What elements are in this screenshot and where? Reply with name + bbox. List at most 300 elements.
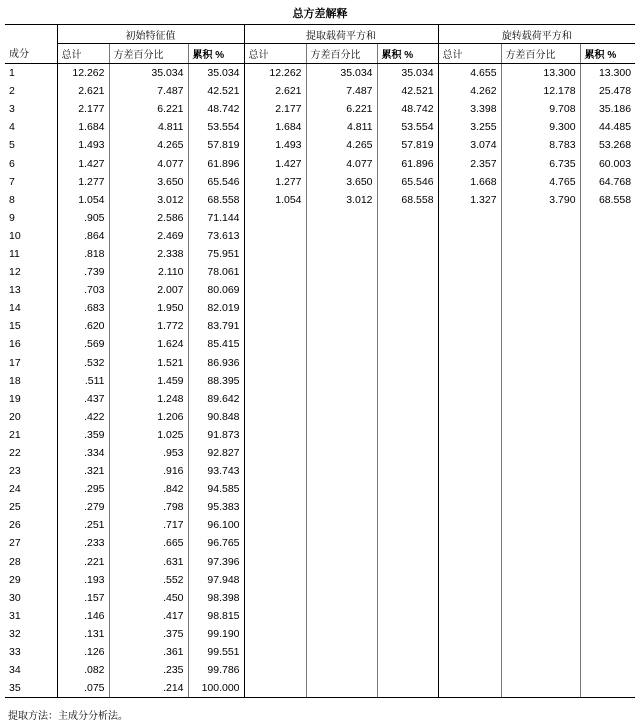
rotation-total-cell — [438, 317, 501, 335]
extraction-variance-pct-cell — [306, 299, 377, 317]
rotation-variance-pct-cell: 9.300 — [501, 118, 580, 136]
table-row — [5, 571, 635, 589]
rotation-total-cell — [438, 372, 501, 390]
extraction-total-cell — [244, 643, 306, 661]
initial-variance-pct-cell: 1.248 — [109, 390, 188, 408]
extraction-cumulative-pct-cell — [377, 679, 438, 698]
rotation-variance-pct-cell — [501, 661, 580, 679]
rotation-total-cell — [438, 263, 501, 281]
initial-variance-pct-cell: 2.469 — [109, 227, 188, 245]
initial-total-cell: .703 — [57, 281, 109, 299]
rotation-variance-pct-cell — [501, 372, 580, 390]
extraction-total-cell — [244, 571, 306, 589]
extraction-cumulative-pct-cell — [377, 245, 438, 263]
extraction-cumulative-pct-cell: 35.034 — [377, 64, 438, 83]
extraction-total-cell: 1.493 — [244, 136, 306, 154]
extraction-cumulative-pct-cell: 61.896 — [377, 154, 438, 172]
rotation-total-cell — [438, 516, 501, 534]
initial-cumulative-pct-cell: 65.546 — [188, 173, 244, 191]
initial-total-cell: 12.262 — [57, 64, 109, 83]
rotation-variance-pct-cell — [501, 607, 580, 625]
rotation-total-cell: 1.668 — [438, 173, 501, 191]
initial-cumulative-pct-cell: 82.019 — [188, 299, 244, 317]
rotation-total-cell — [438, 661, 501, 679]
header-variance-pct: 方差百分比 — [109, 44, 188, 64]
table-row — [5, 390, 635, 408]
extraction-variance-pct-cell: 35.034 — [306, 64, 377, 83]
table-row — [5, 100, 635, 118]
extraction-total-cell — [244, 408, 306, 426]
extraction-variance-pct-cell — [306, 426, 377, 444]
rotation-variance-pct-cell: 9.708 — [501, 100, 580, 118]
initial-total-cell: .437 — [57, 390, 109, 408]
extraction-variance-pct-cell: 7.487 — [306, 82, 377, 100]
component-number: 26 — [9, 519, 21, 532]
rotation-variance-pct-cell — [501, 625, 580, 643]
table-row — [5, 354, 635, 372]
initial-variance-pct-cell: 1.950 — [109, 299, 188, 317]
header-cumulative-pct: 累积 % — [377, 44, 438, 64]
rotation-variance-pct-cell — [501, 571, 580, 589]
table-row — [5, 426, 635, 444]
extraction-variance-pct-cell — [306, 661, 377, 679]
rotation-cumulative-pct-cell — [580, 299, 635, 317]
initial-total-cell: .905 — [57, 209, 109, 227]
initial-cumulative-pct-cell: 88.395 — [188, 372, 244, 390]
component-number: 11 — [9, 247, 20, 260]
table-row — [5, 227, 635, 245]
rotation-cumulative-pct-cell: 35.186 — [580, 100, 635, 118]
table-row — [5, 82, 635, 100]
rotation-total-cell — [438, 281, 501, 299]
table-row — [5, 245, 635, 263]
initial-total-cell: .082 — [57, 661, 109, 679]
extraction-total-cell: 2.177 — [244, 100, 306, 118]
rotation-cumulative-pct-cell — [580, 317, 635, 335]
initial-cumulative-pct-cell: 94.585 — [188, 480, 244, 498]
extraction-total-cell — [244, 299, 306, 317]
component-number: 13 — [9, 284, 21, 297]
rotation-variance-pct-cell — [501, 209, 580, 227]
extraction-cumulative-pct-cell — [377, 227, 438, 245]
extraction-total-cell: 1.277 — [244, 173, 306, 191]
initial-cumulative-pct-cell: 68.558 — [188, 191, 244, 209]
component-number: 2 — [9, 85, 15, 98]
initial-cumulative-pct-cell: 90.848 — [188, 408, 244, 426]
extraction-variance-pct-cell: 4.265 — [306, 136, 377, 154]
extraction-cumulative-pct-cell — [377, 408, 438, 426]
rotation-variance-pct-cell — [501, 245, 580, 263]
component-number: 3 — [9, 103, 15, 116]
initial-variance-pct-cell: 2.338 — [109, 245, 188, 263]
extraction-total-cell — [244, 317, 306, 335]
rotation-cumulative-pct-cell — [580, 245, 635, 263]
initial-total-cell: 1.684 — [57, 118, 109, 136]
table-row — [5, 679, 635, 698]
header-variance-pct: 方差百分比 — [306, 44, 377, 64]
table-row — [5, 154, 635, 172]
rotation-variance-pct-cell — [501, 335, 580, 353]
initial-total-cell: .295 — [57, 480, 109, 498]
initial-cumulative-pct-cell: 98.815 — [188, 607, 244, 625]
extraction-variance-pct-cell: 3.012 — [306, 191, 377, 209]
extraction-total-cell: 1.427 — [244, 154, 306, 172]
initial-variance-pct-cell: .916 — [109, 462, 188, 480]
extraction-variance-pct-cell — [306, 643, 377, 661]
initial-cumulative-pct-cell: 97.396 — [188, 553, 244, 571]
initial-cumulative-pct-cell: 57.819 — [188, 136, 244, 154]
extraction-total-cell: 2.621 — [244, 82, 306, 100]
rotation-total-cell — [438, 408, 501, 426]
extraction-cumulative-pct-cell: 53.554 — [377, 118, 438, 136]
initial-variance-pct-cell: 1.624 — [109, 335, 188, 353]
extraction-total-cell — [244, 426, 306, 444]
initial-cumulative-pct-cell: 93.743 — [188, 462, 244, 480]
initial-total-cell: .511 — [57, 372, 109, 390]
extraction-variance-pct-cell: 4.811 — [306, 118, 377, 136]
rotation-cumulative-pct-cell — [580, 462, 635, 480]
component-number: 32 — [9, 627, 21, 640]
rotation-total-cell — [438, 335, 501, 353]
rotation-total-cell — [438, 553, 501, 571]
component-number: 5 — [9, 139, 15, 152]
initial-total-cell: .620 — [57, 317, 109, 335]
rotation-total-cell — [438, 444, 501, 462]
extraction-variance-pct-cell — [306, 571, 377, 589]
header-extraction-sums: 提取载荷平方和 — [244, 25, 438, 44]
rotation-total-cell: 4.262 — [438, 82, 501, 100]
header-total: 总计 — [57, 44, 109, 64]
initial-cumulative-pct-cell: 48.742 — [188, 100, 244, 118]
initial-cumulative-pct-cell: 80.069 — [188, 281, 244, 299]
table-row — [5, 209, 635, 227]
component-number: 4 — [9, 121, 15, 134]
extraction-variance-pct-cell — [306, 281, 377, 299]
extraction-total-cell — [244, 444, 306, 462]
initial-total-cell: .279 — [57, 498, 109, 516]
extraction-variance-pct-cell — [306, 263, 377, 281]
initial-cumulative-pct-cell: 71.144 — [188, 209, 244, 227]
component-number: 8 — [9, 193, 15, 206]
initial-cumulative-pct-cell: 89.642 — [188, 390, 244, 408]
header-total: 总计 — [244, 44, 306, 64]
rotation-total-cell: 3.398 — [438, 100, 501, 118]
table-row — [5, 64, 635, 83]
component-number: 6 — [9, 157, 15, 170]
initial-cumulative-pct-cell: 99.551 — [188, 643, 244, 661]
extraction-total-cell — [244, 498, 306, 516]
extraction-cumulative-pct-cell — [377, 607, 438, 625]
extraction-cumulative-pct-cell — [377, 281, 438, 299]
extraction-total-cell — [244, 281, 306, 299]
extraction-total-cell — [244, 589, 306, 607]
rotation-total-cell — [438, 209, 501, 227]
extraction-total-cell — [244, 209, 306, 227]
rotation-total-cell — [438, 571, 501, 589]
initial-total-cell: .532 — [57, 354, 109, 372]
component-number: 31 — [9, 609, 21, 622]
rotation-variance-pct-cell — [501, 553, 580, 571]
rotation-total-cell — [438, 426, 501, 444]
initial-total-cell: .131 — [57, 625, 109, 643]
extraction-cumulative-pct-cell — [377, 335, 438, 353]
extraction-total-cell — [244, 227, 306, 245]
extraction-total-cell — [244, 335, 306, 353]
initial-total-cell: .569 — [57, 335, 109, 353]
extraction-variance-pct-cell — [306, 209, 377, 227]
rotation-cumulative-pct-cell: 25.478 — [580, 82, 635, 100]
rotation-cumulative-pct-cell — [580, 589, 635, 607]
initial-cumulative-pct-cell: 96.765 — [188, 534, 244, 552]
extraction-cumulative-pct-cell: 65.546 — [377, 173, 438, 191]
initial-variance-pct-cell: .842 — [109, 480, 188, 498]
rotation-variance-pct-cell — [501, 534, 580, 552]
extraction-total-cell: 1.054 — [244, 191, 306, 209]
initial-cumulative-pct-cell: 53.554 — [188, 118, 244, 136]
rotation-variance-pct-cell — [501, 679, 580, 698]
initial-total-cell: .193 — [57, 571, 109, 589]
extraction-cumulative-pct-cell — [377, 480, 438, 498]
rotation-total-cell — [438, 625, 501, 643]
initial-total-cell: .359 — [57, 426, 109, 444]
rotation-variance-pct-cell: 8.783 — [501, 136, 580, 154]
table-row — [5, 625, 635, 643]
initial-variance-pct-cell: 2.007 — [109, 281, 188, 299]
rotation-total-cell: 4.655 — [438, 64, 501, 83]
component-number: 23 — [9, 465, 21, 478]
rotation-variance-pct-cell — [501, 317, 580, 335]
extraction-cumulative-pct-cell: 68.558 — [377, 191, 438, 209]
component-number: 15 — [9, 320, 21, 333]
table-row — [5, 607, 635, 625]
initial-total-cell: .146 — [57, 607, 109, 625]
extraction-variance-pct-cell — [306, 462, 377, 480]
component-number: 27 — [9, 537, 21, 550]
table-row — [5, 173, 635, 191]
component-number: 21 — [9, 428, 21, 441]
component-number: 14 — [9, 302, 21, 315]
extraction-total-cell: 1.684 — [244, 118, 306, 136]
rotation-variance-pct-cell — [501, 462, 580, 480]
extraction-variance-pct-cell — [306, 227, 377, 245]
rotation-cumulative-pct-cell — [580, 625, 635, 643]
extraction-total-cell — [244, 553, 306, 571]
extraction-total-cell — [244, 390, 306, 408]
initial-cumulative-pct-cell: 78.061 — [188, 263, 244, 281]
rotation-total-cell — [438, 354, 501, 372]
initial-cumulative-pct-cell: 97.948 — [188, 571, 244, 589]
table-row — [5, 136, 635, 154]
table-row — [5, 516, 635, 534]
component-number: 12 — [9, 266, 21, 279]
initial-total-cell: 2.621 — [57, 82, 109, 100]
component-number: 28 — [9, 555, 21, 568]
initial-cumulative-pct-cell: 42.521 — [188, 82, 244, 100]
rotation-cumulative-pct-cell: 60.003 — [580, 154, 635, 172]
rotation-variance-pct-cell — [501, 426, 580, 444]
extraction-total-cell — [244, 607, 306, 625]
rotation-variance-pct-cell — [501, 227, 580, 245]
extraction-total-cell — [244, 661, 306, 679]
component-number: 30 — [9, 591, 21, 604]
rotation-variance-pct-cell — [501, 263, 580, 281]
extraction-variance-pct-cell — [306, 245, 377, 263]
extraction-variance-pct-cell: 4.077 — [306, 154, 377, 172]
extraction-cumulative-pct-cell — [377, 426, 438, 444]
table-row — [5, 299, 635, 317]
initial-total-cell: 2.177 — [57, 100, 109, 118]
initial-cumulative-pct-cell: 83.791 — [188, 317, 244, 335]
component-number: 10 — [9, 229, 21, 242]
table-row — [5, 281, 635, 299]
initial-total-cell: .221 — [57, 553, 109, 571]
initial-variance-pct-cell: 6.221 — [109, 100, 188, 118]
extraction-cumulative-pct-cell — [377, 317, 438, 335]
extraction-cumulative-pct-cell — [377, 444, 438, 462]
initial-variance-pct-cell: 1.521 — [109, 354, 188, 372]
table-row — [5, 335, 635, 353]
header-total: 总计 — [438, 44, 501, 64]
initial-total-cell: .251 — [57, 516, 109, 534]
extraction-cumulative-pct-cell: 48.742 — [377, 100, 438, 118]
component-number: 16 — [9, 338, 21, 351]
initial-variance-pct-cell: .361 — [109, 643, 188, 661]
initial-cumulative-pct-cell: 75.951 — [188, 245, 244, 263]
initial-total-cell: 1.277 — [57, 173, 109, 191]
rotation-total-cell — [438, 643, 501, 661]
rotation-cumulative-pct-cell — [580, 227, 635, 245]
initial-total-cell: .739 — [57, 263, 109, 281]
initial-variance-pct-cell: 1.025 — [109, 426, 188, 444]
initial-total-cell: .818 — [57, 245, 109, 263]
extraction-total-cell — [244, 534, 306, 552]
extraction-cumulative-pct-cell — [377, 390, 438, 408]
rotation-total-cell — [438, 589, 501, 607]
initial-variance-pct-cell: 4.265 — [109, 136, 188, 154]
initial-cumulative-pct-cell: 73.613 — [188, 227, 244, 245]
extraction-cumulative-pct-cell — [377, 534, 438, 552]
initial-cumulative-pct-cell: 61.896 — [188, 154, 244, 172]
extraction-variance-pct-cell — [306, 390, 377, 408]
extraction-cumulative-pct-cell — [377, 661, 438, 679]
extraction-cumulative-pct-cell — [377, 643, 438, 661]
initial-variance-pct-cell: 1.206 — [109, 408, 188, 426]
table-row — [5, 462, 635, 480]
rotation-cumulative-pct-cell — [580, 607, 635, 625]
rotation-total-cell — [438, 679, 501, 698]
initial-cumulative-pct-cell: 98.398 — [188, 589, 244, 607]
extraction-variance-pct-cell — [306, 679, 377, 698]
rotation-variance-pct-cell — [501, 408, 580, 426]
rotation-cumulative-pct-cell — [580, 643, 635, 661]
initial-variance-pct-cell: .552 — [109, 571, 188, 589]
header-cumulative-pct: 累积 % — [580, 44, 635, 64]
extraction-variance-pct-cell: 3.650 — [306, 173, 377, 191]
extraction-variance-pct-cell — [306, 498, 377, 516]
initial-cumulative-pct-cell: 92.827 — [188, 444, 244, 462]
extraction-variance-pct-cell — [306, 354, 377, 372]
initial-variance-pct-cell: .450 — [109, 589, 188, 607]
initial-variance-pct-cell: 2.110 — [109, 263, 188, 281]
rotation-total-cell: 1.327 — [438, 191, 501, 209]
table-body — [5, 64, 635, 698]
initial-variance-pct-cell: 7.487 — [109, 82, 188, 100]
extraction-cumulative-pct-cell — [377, 263, 438, 281]
component-number: 25 — [9, 501, 21, 514]
table-row — [5, 118, 635, 136]
initial-variance-pct-cell: 1.772 — [109, 317, 188, 335]
initial-total-cell: 1.427 — [57, 154, 109, 172]
table-row — [5, 553, 635, 571]
initial-variance-pct-cell: .665 — [109, 534, 188, 552]
rotation-cumulative-pct-cell — [580, 571, 635, 589]
extraction-cumulative-pct-cell: 42.521 — [377, 82, 438, 100]
rotation-cumulative-pct-cell — [580, 516, 635, 534]
rotation-cumulative-pct-cell — [580, 480, 635, 498]
component-number: 35 — [5, 679, 57, 698]
component-number: 7 — [9, 175, 15, 188]
initial-total-cell: .683 — [57, 299, 109, 317]
initial-cumulative-pct-cell: 96.100 — [188, 516, 244, 534]
rotation-cumulative-pct-cell — [580, 426, 635, 444]
extraction-variance-pct-cell — [306, 372, 377, 390]
extraction-variance-pct-cell — [306, 408, 377, 426]
table-title: 总方差解释 — [292, 7, 348, 20]
rotation-variance-pct-cell — [501, 444, 580, 462]
initial-variance-pct-cell: 3.650 — [109, 173, 188, 191]
extraction-cumulative-pct-cell — [377, 354, 438, 372]
table-row — [5, 661, 635, 679]
extraction-variance-pct-cell — [306, 607, 377, 625]
rotation-cumulative-pct-cell — [580, 444, 635, 462]
table-row — [5, 372, 635, 390]
initial-total-cell: .157 — [57, 589, 109, 607]
component-number: 17 — [9, 356, 21, 369]
extraction-variance-pct-cell — [306, 625, 377, 643]
component-number: 34 — [9, 664, 21, 677]
rotation-cumulative-pct-cell: 44.485 — [580, 118, 635, 136]
rotation-cumulative-pct-cell — [580, 335, 635, 353]
extraction-total-cell — [244, 462, 306, 480]
initial-variance-pct-cell: .417 — [109, 607, 188, 625]
extraction-total-cell — [244, 263, 306, 281]
initial-variance-pct-cell: 1.459 — [109, 372, 188, 390]
rotation-cumulative-pct-cell — [580, 408, 635, 426]
extraction-total-cell — [244, 354, 306, 372]
extraction-total-cell — [244, 516, 306, 534]
rotation-cumulative-pct-cell: 53.268 — [580, 136, 635, 154]
table-row — [5, 534, 635, 552]
extraction-variance-pct-cell — [306, 335, 377, 353]
initial-total-cell: .075 — [57, 679, 109, 698]
initial-variance-pct-cell: .214 — [109, 679, 188, 698]
rotation-variance-pct-cell: 13.300 — [501, 64, 580, 83]
extraction-total-cell — [244, 372, 306, 390]
extraction-variance-pct-cell — [306, 516, 377, 534]
initial-cumulative-pct-cell: 85.415 — [188, 335, 244, 353]
rotation-variance-pct-cell: 6.735 — [501, 154, 580, 172]
initial-cumulative-pct-cell: 35.034 — [188, 64, 244, 83]
initial-cumulative-pct-cell: 99.190 — [188, 625, 244, 643]
initial-cumulative-pct-cell: 99.786 — [188, 661, 244, 679]
extraction-total-cell: 12.262 — [244, 64, 306, 83]
initial-variance-pct-cell: .631 — [109, 553, 188, 571]
rotation-total-cell — [438, 462, 501, 480]
rotation-variance-pct-cell: 4.765 — [501, 173, 580, 191]
rotation-total-cell: 2.357 — [438, 154, 501, 172]
rotation-total-cell — [438, 245, 501, 263]
initial-variance-pct-cell: .235 — [109, 661, 188, 679]
